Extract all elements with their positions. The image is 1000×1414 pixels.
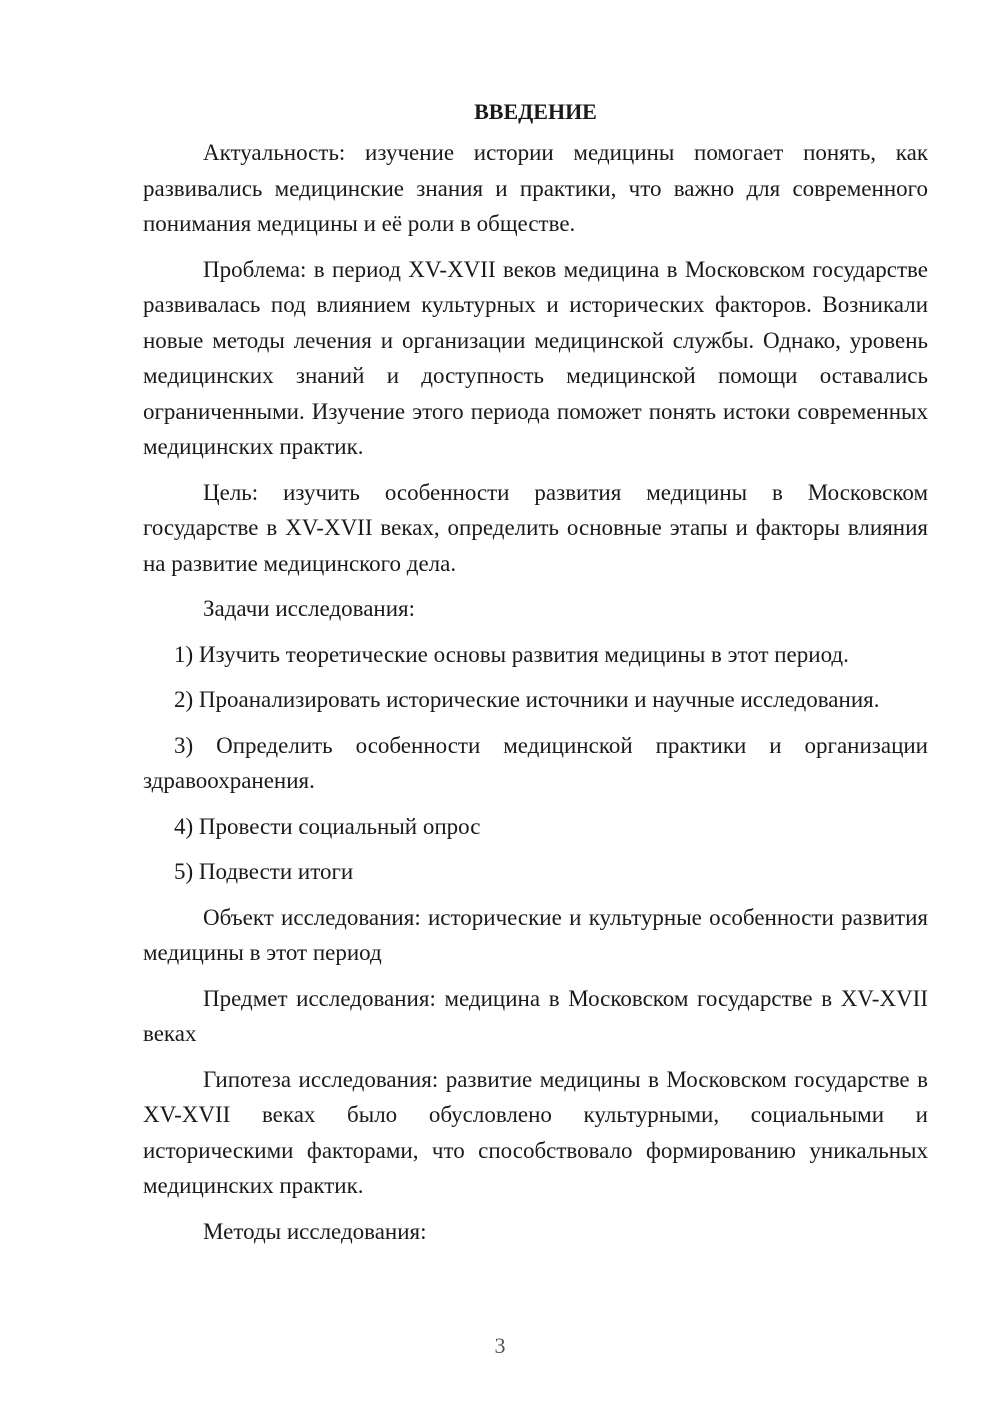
page-number: 3 <box>494 1333 506 1358</box>
document-page <box>143 94 928 1259</box>
list-item: 1) Изучить теоретические основы развития медицины в этот период. <box>174 641 849 667</box>
paragraph-hypothesis: Гипотеза исследования: развитие медицины в Московском государстве в XV-XVII веках было обусловлено культурными, социальными и историческими факторами, что способствовало формированию уникальных медицинских практик. <box>143 1066 928 1198</box>
tasks-heading: Задачи исследования: <box>203 596 416 621</box>
list-item: 4) Провести социальный опрос <box>174 813 481 839</box>
paragraph-methods: Методы исследования: <box>203 1218 427 1244</box>
paragraph-relevance: Актуальность: изучение истории медицины помогает понять, как развивались медицинские знания и практики, что важно для современного понимания медицины и её роли в обществе. <box>143 140 928 236</box>
page-title: ВВЕДЕНИЕ <box>474 99 597 124</box>
paragraph-goal: Цель: изучить особенности развития медицины в Московском государстве в XV-XVII веках, определить основные этапы и факторы влияния на развитие медицинского дела. <box>143 479 928 576</box>
paragraph-problem: Проблема: в период XV-XVII веков медицина в Московском государстве развивалась под влиянием культурных и исторических факторов. Возникали новые методы лечения и организации медицинской службы. Однако, уровень медицинских знаний и доступность медицинской помощи оставались ограниченными. Изучение этого периода поможет понять истоки современных медицинских практик. <box>143 256 928 459</box>
list-item: 2) Проанализировать исторические источники и научные исследования. <box>174 687 880 712</box>
paragraph-subject: Предмет исследования: медицина в Московском государстве в XV-XVII веках <box>143 985 928 1046</box>
list-item: 3) Определить особенности медицинской практики и организации здравоохранения. <box>143 732 928 793</box>
paragraph-object: Объект исследования: исторические и культурные особенности развития медицины в этот период <box>143 904 928 965</box>
list-item: 5) Подвести итоги <box>174 859 354 884</box>
